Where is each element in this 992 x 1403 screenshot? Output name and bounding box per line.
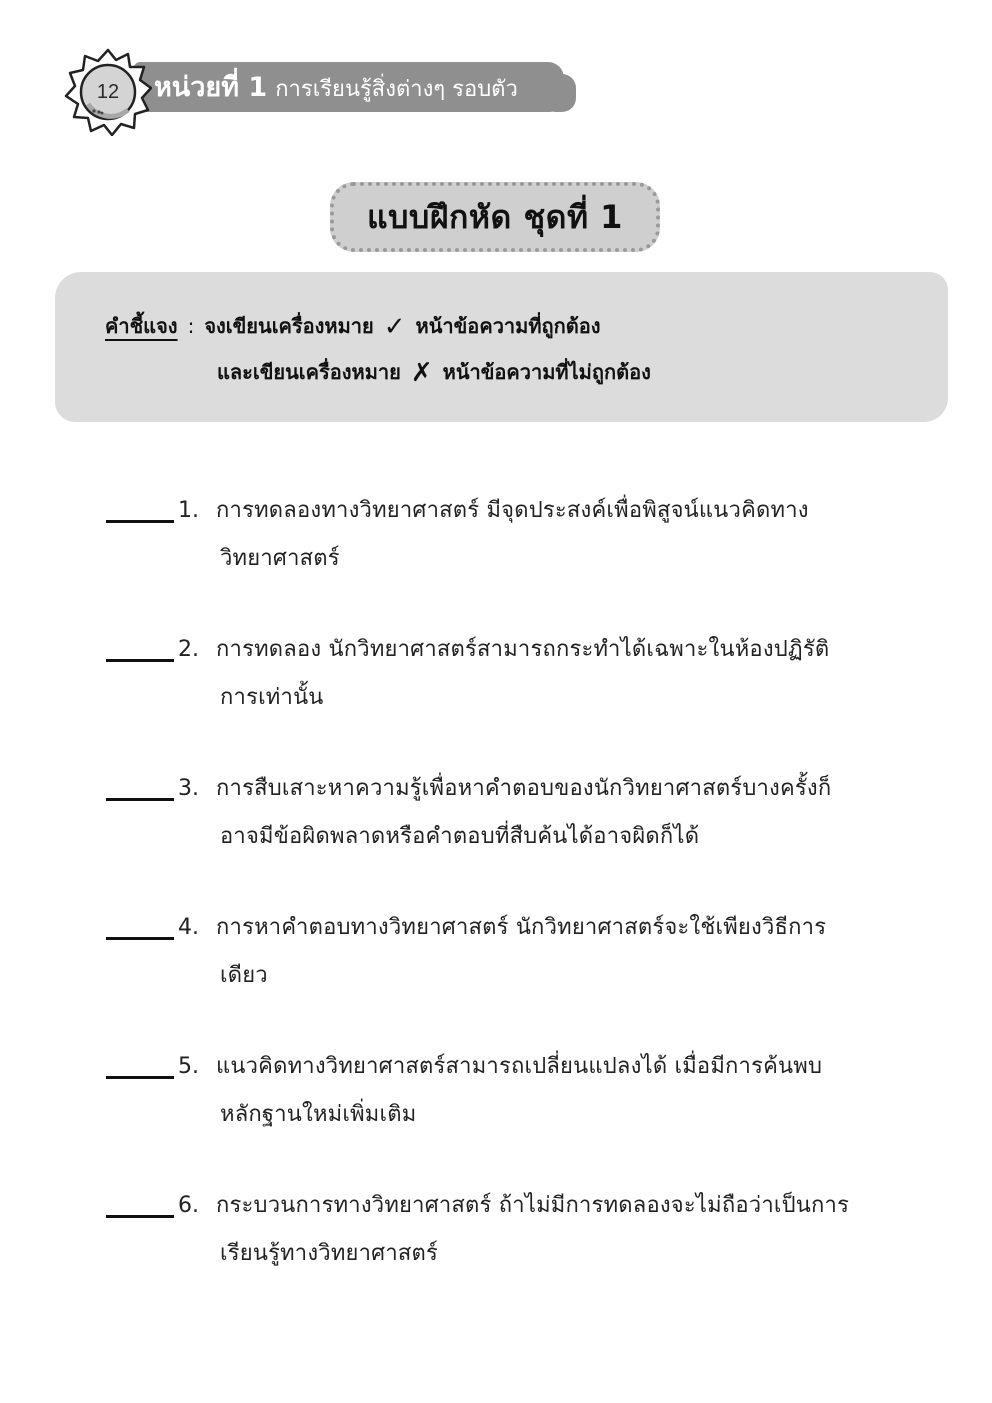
cross-mark-icon: ✗ [410,358,433,388]
question-number: 3. [178,776,199,801]
instructions-separator: : [187,314,195,338]
page-number-badge [64,48,152,136]
question-text: การทดลอง นักวิทยาศาสตร์สามารถกระทำได้เฉพาะในห้องปฏิรัติ [216,637,830,662]
answer-blank[interactable] [106,659,174,662]
answer-blank[interactable] [106,1215,174,1218]
instruction-text-2: และเขียนเครื่องหมาย [217,360,401,384]
question-text-continued: เรียนรู้ทางวิทยาศาสตร์ [220,1241,439,1266]
question-text: การหาคำตอบทางวิทยาศาสตร์ นักวิทยาศาสตร์จะใช้เพียงวิธีการ [216,915,827,940]
question-text-continued: วิทยาศาสตร์ [220,546,340,571]
question-text: การทดลองทางวิทยาศาสตร์ มีจุดประสงค์เพื่อพิสูจน์แนวคิดทาง [216,498,809,523]
unit-label: หน่วยที่ 1 [154,72,268,103]
question-text-continued: หลักฐานใหม่เพิ่มเติม [220,1102,417,1127]
checkmark-icon: ✓ [383,312,406,342]
answer-blank[interactable] [106,937,174,940]
question-item [106,772,906,872]
question-item [106,911,906,1011]
instruction-suffix-1: หน้าข้อความที่ถูกต้อง [415,314,601,338]
question-number: 6. [178,1193,199,1218]
instructions-box [55,272,948,422]
instruction-suffix-2: หน้าข้อความที่ไม่ถูกต้อง [442,360,651,384]
instruction-text-1: จงเขียนเครื่องหมาย [204,314,374,338]
question-number: 5. [178,1054,199,1079]
exercise-title: แบบฝึกหัด ชุดที่ 1 [330,182,660,252]
page-header [64,48,584,136]
question-text: การสืบเสาะหาความรู้เพื่อหาคำตอบของนักวิทยาศาสตร์บางครั้งก็ [216,776,832,801]
question-item [106,1189,906,1289]
question-text: แนวคิดทางวิทยาศาสตร์สามารถเปลี่ยนแปลงได้ เมื่อมีการค้นพบ [216,1054,823,1079]
instructions-label: คำชี้แจง [105,314,178,338]
answer-blank[interactable] [106,1076,174,1079]
instruction-line-2 [217,356,651,388]
answer-blank[interactable] [106,798,174,801]
page-number: 12 [96,81,120,103]
answer-blank[interactable] [106,520,174,523]
instruction-line-1 [105,310,601,342]
question-text: กระบวนการทางวิทยาศาสตร์ ถ้าไม่มีการทดลองจะไม่ถือว่าเป็นการ [216,1193,850,1218]
question-number: 1. [178,498,199,523]
question-item [106,1050,906,1150]
question-text-continued: อาจมีข้อผิดพลาดหรือคำตอบที่สืบค้นได้อาจผิดก็ได้ [220,824,700,849]
question-text-continued: การเท่านั้น [220,685,324,710]
unit-topic: การเรียนรู้สิ่งต่างๆ รอบตัว [275,77,518,102]
question-item [106,633,906,733]
question-text-continued: เดียว [220,963,268,988]
question-number: 4. [178,915,199,940]
question-number: 2. [178,637,199,662]
question-item [106,494,906,594]
unit-title [154,66,518,110]
